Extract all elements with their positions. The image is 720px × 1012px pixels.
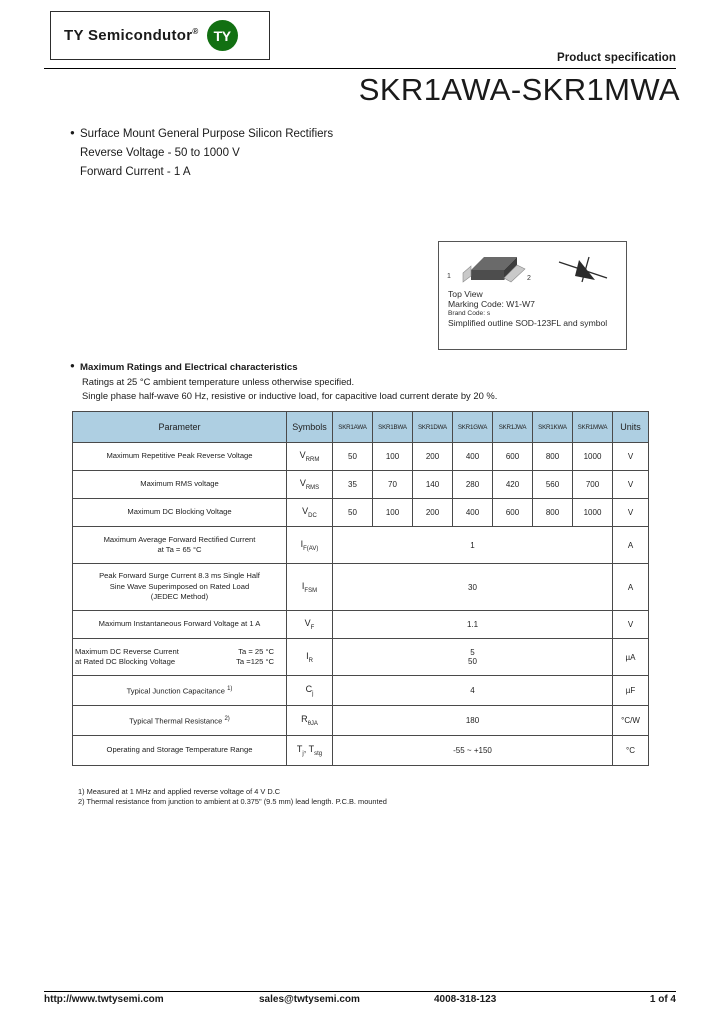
footnote-ref-1: 1)	[227, 685, 233, 692]
row-value: 600	[493, 499, 533, 527]
row-parameter: Maximum Repetitive Peak Reverse Voltage	[73, 443, 287, 471]
registered-trademark-icon: ®	[192, 27, 199, 36]
row-symbol: $R_{\theta JA}$	[287, 706, 333, 736]
row-value: 700	[573, 471, 613, 499]
ratings-note-1: Ratings at 25 °C ambient temperature unless otherwise specified.	[82, 376, 355, 387]
th-skr1mwa: SKR1MWA	[573, 412, 613, 443]
th-skr1jwa: SKR1JWA	[493, 412, 533, 443]
page-title: SKR1AWA-SKR1MWA	[358, 72, 680, 107]
row-parameter: Maximum DC Blocking Voltage	[73, 499, 287, 527]
ratings-heading: Maximum Ratings and Electrical characteristics	[80, 362, 298, 373]
footnotes	[78, 787, 387, 808]
footer-phone: 4008-318-123	[434, 994, 497, 1005]
table-row	[73, 527, 649, 564]
row-value: 70	[373, 471, 413, 499]
row-unit: V	[613, 443, 649, 471]
features-list	[70, 125, 333, 182]
row-unit: µF	[613, 676, 649, 706]
row-value-line1: 5	[470, 648, 475, 657]
row-unit: V	[613, 611, 649, 639]
row-unit: µA	[613, 639, 649, 676]
row-symbol: $I_{FSM}$	[287, 564, 333, 611]
table-row	[73, 706, 649, 736]
row-parameter-line2: at Ta = 65 °C	[157, 545, 202, 554]
row-value-span: -55 ~ +150	[333, 736, 613, 766]
bullet-icon	[70, 125, 80, 144]
row-value: 800	[533, 443, 573, 471]
table-header-row	[73, 412, 649, 443]
row-value: 50	[333, 499, 373, 527]
row-value: 200	[413, 499, 453, 527]
product-specification-label: Product specification	[556, 52, 676, 64]
feature-label-1: Surface Mount General Purpose Silicon Rectifiers	[80, 128, 334, 140]
footer-website-link[interactable]: http://www.twtysemi.com	[44, 994, 164, 1005]
footer-page-number: 1 of 4	[649, 994, 676, 1005]
package-caption-outline: Simplified outline SOD-123FL and symbol	[448, 317, 608, 328]
row-value: 800	[533, 499, 573, 527]
feature-item-1	[70, 125, 333, 144]
row-parameter: Maximum Instantaneous Forward Voltage at 1 A	[73, 611, 287, 639]
row-symbol: $V_{RMS}$	[287, 471, 333, 499]
package-drawing-icon	[439, 242, 626, 290]
package-caption-top-view: Top View	[448, 289, 483, 299]
row-parameter: Typical Junction Capacitance $^{1)}$	[73, 676, 287, 706]
logo-company-name: TY Semicondutor	[64, 27, 193, 44]
row-unit: V	[613, 499, 649, 527]
header-divider	[44, 68, 676, 69]
row-value: 140	[413, 471, 453, 499]
table-row	[73, 676, 649, 706]
row-parameter-line3: (JEDEC Method)	[150, 592, 209, 602]
package-caption-marking-code: Marking Code: W1-W7	[448, 298, 535, 309]
th-units: Units	[613, 412, 649, 443]
pin-2-label: 2	[527, 275, 531, 282]
row-value-line2: 50	[468, 657, 477, 666]
row-value: 200	[413, 443, 453, 471]
row-value: 100	[373, 499, 413, 527]
row-value: 50	[333, 443, 373, 471]
row-value: 1000	[573, 443, 613, 471]
logo-text-wrap	[64, 27, 199, 44]
row-parameter	[73, 527, 287, 564]
row-symbol: $I_R$	[287, 639, 333, 676]
table-row	[73, 564, 649, 611]
row-parameter: Maximum RMS voltage	[73, 471, 287, 499]
th-skr1awa: SKR1AWA	[333, 412, 373, 443]
feature-label-2: Reverse Voltage - 50 to 1000 V	[80, 147, 240, 159]
logo-badge-icon: TY	[207, 20, 238, 51]
feature-item-3	[70, 163, 333, 182]
row-symbol: $I_{F(AV)}$	[287, 527, 333, 564]
row-parameter	[73, 564, 287, 611]
row-value: 600	[493, 443, 533, 471]
row-value: 35	[333, 471, 373, 499]
row-value-span: 1.1	[333, 611, 613, 639]
row-value: 100	[373, 443, 413, 471]
company-logo	[50, 11, 270, 60]
specifications-table	[72, 411, 649, 766]
ratings-section-header	[70, 360, 497, 403]
row-value: 280	[453, 471, 493, 499]
row-value: 400	[453, 499, 493, 527]
th-skr1gwa: SKR1GWA	[453, 412, 493, 443]
th-parameter: Parameter	[73, 412, 287, 443]
pin-1-label: 1	[447, 273, 451, 280]
table-row	[73, 471, 649, 499]
table-row	[73, 639, 649, 676]
footnote-1: 1) Measured at 1 MHz and applied reverse voltage of 4 V D.C	[78, 787, 281, 796]
row-parameter-line1: Maximum Average Forward Rectified Current	[103, 534, 256, 544]
th-skr1bwa: SKR1BWA	[373, 412, 413, 443]
feature-label-3: Forward Current - 1 A	[80, 166, 191, 178]
th-skr1kwa: SKR1KWA	[533, 412, 573, 443]
feature-item-2	[70, 144, 333, 163]
row-parameter	[73, 639, 287, 676]
row-symbol: $V_F$	[287, 611, 333, 639]
row-value-span: 180	[333, 706, 613, 736]
footer-email-link[interactable]: sales@twtysemi.com	[259, 994, 360, 1005]
row-unit: °C	[613, 736, 649, 766]
row-value-span: 30	[333, 564, 613, 611]
row-value-span	[333, 639, 613, 676]
th-skr1dwa: SKR1DWA	[413, 412, 453, 443]
footnote-ref-2: 2)	[224, 715, 230, 722]
table-row	[73, 443, 649, 471]
row-parameter-line2: Sine Wave Superimposed on Rated Load	[109, 581, 250, 591]
row-unit: A	[613, 527, 649, 564]
row-parameter-line1: Peak Forward Surge Current 8.3 ms Single Half	[99, 571, 260, 581]
row-value: 420	[493, 471, 533, 499]
footnote-2: 2) Thermal resistance from junction to ambient at 0.375" (9.5 mm) lead length. P.C.B. mounted	[78, 797, 387, 807]
footer-divider	[44, 991, 676, 992]
row-value-span: 4	[333, 676, 613, 706]
row-unit: A	[613, 564, 649, 611]
package-outline-figure	[438, 241, 627, 350]
row-symbol: $V_{RRM}$	[287, 443, 333, 471]
row-value: 400	[453, 443, 493, 471]
row-unit: V	[613, 471, 649, 499]
table-row	[73, 736, 649, 766]
row-symbol: $V_{DC}$	[287, 499, 333, 527]
row-parameter-line2: at Rated DC Blocking Voltage Ta =125 °C	[75, 657, 274, 666]
package-captions	[448, 290, 607, 328]
table-row	[73, 611, 649, 639]
bullet-icon	[70, 360, 80, 375]
row-parameter: Typical Thermal Resistance $^{2)}$	[73, 706, 287, 736]
table-row	[73, 499, 649, 527]
ratings-note-2: Single phase half-wave 60 Hz, resistive or inductive load, for capacitive load current derate by 20 %.	[82, 390, 498, 401]
row-symbol: $C_j$	[287, 676, 333, 706]
row-parameter: Operating and Storage Temperature Range	[73, 736, 287, 766]
row-unit: °C/W	[613, 706, 649, 736]
th-symbols: Symbols	[287, 412, 333, 443]
row-value-span: 1	[333, 527, 613, 564]
row-symbol: $T_j$, $T_{stg}$	[287, 736, 333, 766]
ratings-heading-line	[70, 360, 497, 375]
row-parameter-line1: Maximum DC Reverse Current Ta = 25 °C	[75, 646, 274, 656]
row-value: 560	[533, 471, 573, 499]
page-footer	[44, 994, 676, 1005]
row-value: 1000	[573, 499, 613, 527]
package-caption-brand-code: Brand Code: s	[448, 310, 491, 318]
